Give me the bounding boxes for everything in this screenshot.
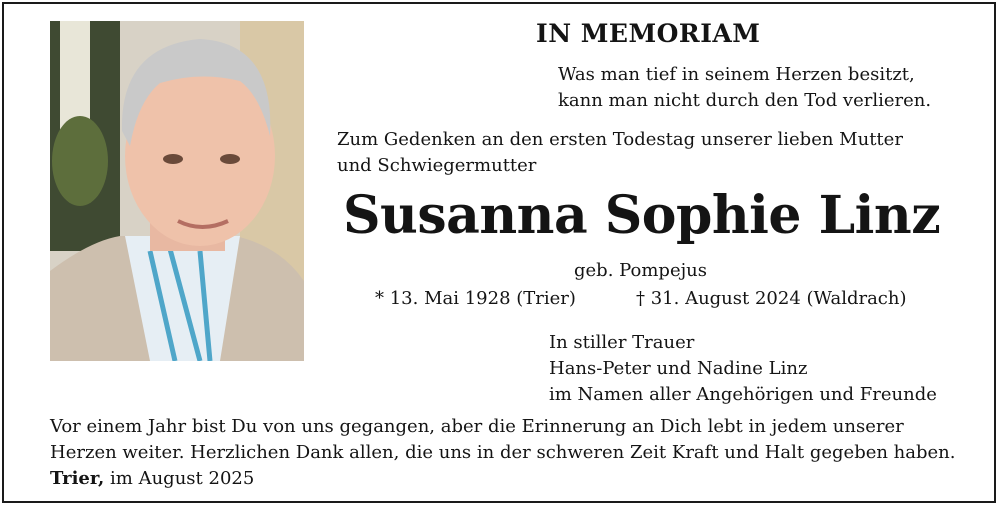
mourners-line: In stiller Trauer: [549, 332, 695, 353]
remembrance-intro: [337, 127, 903, 179]
mourners-line: im Namen aller Angehörigen und Freunde: [549, 384, 937, 405]
closing-line: Vor einem Jahr bist Du von uns gegangen, aber die Erinnerung an Dich lebt in jedem unserer: [50, 416, 904, 437]
birth-date: * 13. Mai 1928 (Trier): [375, 288, 576, 309]
closing-message: [50, 414, 956, 466]
mourners-block: [549, 330, 937, 408]
mourners-line: Hans-Peter und Nadine Linz: [549, 358, 808, 379]
notice-heading: IN MEMORIAM: [536, 19, 761, 48]
place-date: [50, 466, 254, 492]
deceased-name: Susanna Sophie Linz: [343, 185, 941, 246]
portrait-photo: [50, 21, 304, 361]
closing-line: Herzen weiter. Herzlichen Dank allen, die uns in der schweren Zeit Kraft und Halt gegeben haben.: [50, 442, 956, 463]
birth-name: geb. Pompejus: [574, 260, 708, 281]
quote-line: kann man nicht durch den Tod verlieren.: [558, 90, 932, 111]
place-name: Trier,: [50, 468, 105, 489]
memorial-quote: [558, 62, 931, 114]
intro-line: Zum Gedenken an den ersten Todestag unserer lieben Mutter: [337, 129, 903, 150]
intro-line: und Schwiegermutter: [337, 155, 537, 176]
death-date: † 31. August 2024 (Waldrach): [636, 288, 907, 309]
notice-date: im August 2025: [110, 468, 255, 489]
quote-line: Was man tief in seinem Herzen besitzt,: [558, 64, 915, 85]
